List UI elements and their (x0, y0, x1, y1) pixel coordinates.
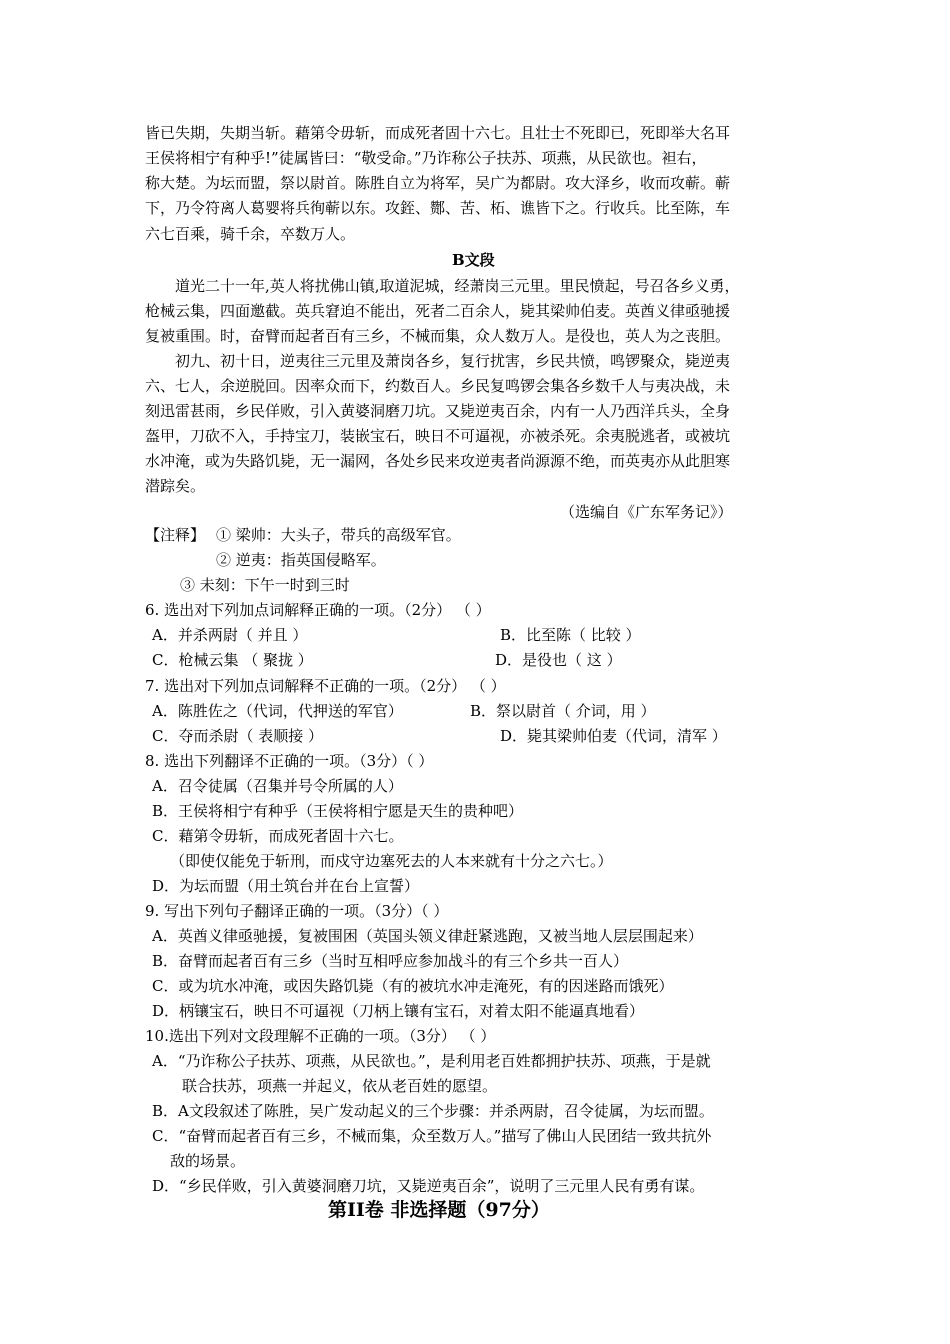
q10-option-c-cont: 敌的场景。 (170, 1152, 246, 1170)
passage-a-line-4: 下，乃令符离人葛婴将兵徇蕲以东。攻銍、酂、苦、柘、谯皆下之。行收兵。比至陈，车 (145, 199, 731, 217)
q6-stem: 6. 选出对下列加点词解释正确的一项。（2分） （ ） (145, 601, 491, 619)
q7-stem: 7. 选出对下列加点词解释不正确的一项。（2分） （ ） (145, 677, 506, 695)
q9-option-d: D．柄镶宝石，映日不可逼视（刀柄上镶有宝石，对着太阳不能逼真地看） (152, 1002, 645, 1020)
q9-option-b: B．奋臂而起者百有三乡（当时互相呼应参加战斗的有三个乡共一百人） (152, 952, 629, 970)
q6-option-d: D．是役也（ 这 ） (495, 651, 622, 669)
q10-stem: 10.选出下列对文段理解不正确的一项。（3分） （ ） (145, 1027, 496, 1045)
q10-option-c: C．“奋臂而起者百有三乡，不械而集，众至数万人。”描写了佛山人民团结一致共抗外 (152, 1127, 712, 1145)
passage-b-line-8: 水冲淹，或为失路饥毙，无一漏网，各处乡民来攻逆夷者尚源源不绝，而英夷亦从此胆寒 (145, 452, 731, 470)
note-3: ③ 未刻：下午一时到三时 (180, 576, 350, 594)
q9-option-a: A．英酋义律亟驰援，复被围困（英国头领义律赶紧逃跑，又被当地人层层围起来） (152, 927, 703, 945)
q7-option-d: D．毙其梁帅伯麦（代词，清军 ） (500, 727, 727, 745)
q7-option-a: A．陈胜佐之（代词，代押送的军官） (152, 702, 403, 720)
q8-stem: 8. 选出下列翻译不正确的一项。（3分）（ ） (145, 752, 434, 770)
note-1: ① 梁帅：大头子，带兵的高级军官。 (216, 526, 461, 544)
passage-a-line-2: 王侯将相宁有种乎!”徒属皆曰：“敬受命。”乃诈称公子扶苏、项燕，从民欲也。袒右， (145, 149, 707, 167)
q8-option-c-translation: （即使仅能免于斩刑，而戍守边塞死去的人本来就有十分之六七。） (170, 852, 613, 870)
passage-a-line-3: 称大楚。为坛而盟，祭以尉首。陈胜自立为将军，吴广为都尉。攻大泽乡，收而攻蕲。蕲 (145, 174, 731, 192)
passage-b-line-4: 初九、初十日，逆夷往三元里及萧岗各乡，复行扰害，乡民共愤，鸣锣聚众，毙逆夷 (175, 352, 731, 370)
q10-option-d: D．“乡民佯败，引入黄婆洞磨刀坑，又毙逆夷百余”，说明了三元里人民有勇有谋。 (152, 1177, 705, 1195)
q9-option-c: C．或为坑水冲淹，或因失路饥毙（有的被坑水冲走淹死，有的因迷路而饿死） (152, 977, 674, 995)
q8-option-d: D．为坛而盟（用土筑台并在台上宣誓） (152, 877, 420, 895)
passage-b-line-7: 盔甲，刀砍不入，手持宝刀，装嵌宝石，映日不可逼视，亦被杀死。余夷脱逃者，或被坑 (145, 427, 731, 445)
passage-a-line-5: 六七百乘，骑千余，卒数万人。 (145, 225, 356, 243)
passage-b-line-2: 枪械云集，四面邀截。英兵窘迫不能出，死者二百余人，毙其梁帅伯麦。英酋义律亟驰援 (145, 302, 731, 320)
q7-option-b: B．祭以尉首（ 介词，用 ） (470, 702, 656, 720)
note-2: ② 逆夷：指英国侵略军。 (216, 551, 386, 569)
q6-option-c: C．枪械云集 （ 聚拢 ） (152, 651, 313, 669)
q8-option-b: B．王侯将相宁有种乎（王侯将相宁愿是天生的贵种吧） (152, 802, 524, 820)
notes-label: 【注释】 (145, 526, 206, 544)
q9-stem: 9. 写出下列句子翻译正确的一项。（3分）（ ） (145, 902, 449, 920)
section-title: 第II卷 非选择题（97分） (328, 1199, 550, 1221)
q8-option-c: C．藉第令毋斩，而成死者固十六七。 (152, 827, 404, 845)
passage-b-heading: B文段 (452, 251, 495, 269)
q10-option-a: A．“乃诈称公子扶苏、项燕，从民欲也。”，是利用老百姓都拥护扶苏、项燕，于是就 (152, 1052, 711, 1070)
passage-b-line-6: 刻迅雷甚雨，乡民佯败，引入黄婆洞磨刀坑。又毙逆夷百余，内有一人乃西洋兵头，全身 (145, 402, 731, 420)
q6-option-b: B．比至陈（ 比较 ） (500, 626, 641, 644)
q10-option-a-cont: 联合扶苏，项燕一并起义，依从老百姓的愿望。 (182, 1077, 498, 1095)
passage-b-line-1: 道光二十一年,英人将扰佛山镇,取道泥城，经萧岗三元里。里民愤起，号召各乡义勇， (175, 277, 740, 295)
q7-option-c: C．夺而杀尉（ 表顺接 ） (152, 727, 324, 745)
q6-option-a: A．并杀两尉（ 并且 ） (152, 626, 308, 644)
q8-option-a: A．召令徒属（召集并号令所属的人） (152, 777, 403, 795)
q10-option-b: B．A文段叙述了陈胜，吴广发动起义的三个步骤：并杀两尉，召令徒属，为坛而盟。 (152, 1102, 714, 1120)
passage-b-line-5: 六、七人，余逆脱回。因率众而下，约数百人。乡民复鸣锣会集各乡数千人与夷决战，未 (145, 377, 731, 395)
passage-a-line-1: 皆已失期，失期当斩。藉第令毋斩，而成死者固十六七。且壮士不死即已，死即举大名耳 (145, 124, 731, 142)
passage-b-line-3: 复被重围。时，奋臂而起者百有三乡，不械而集，众人数万人。是役也，英人为之丧胆。 (145, 327, 731, 345)
passage-b-line-9: 潜踪矣。 (145, 477, 206, 495)
passage-b-source: （选编自《广东军务记》） (560, 503, 733, 521)
